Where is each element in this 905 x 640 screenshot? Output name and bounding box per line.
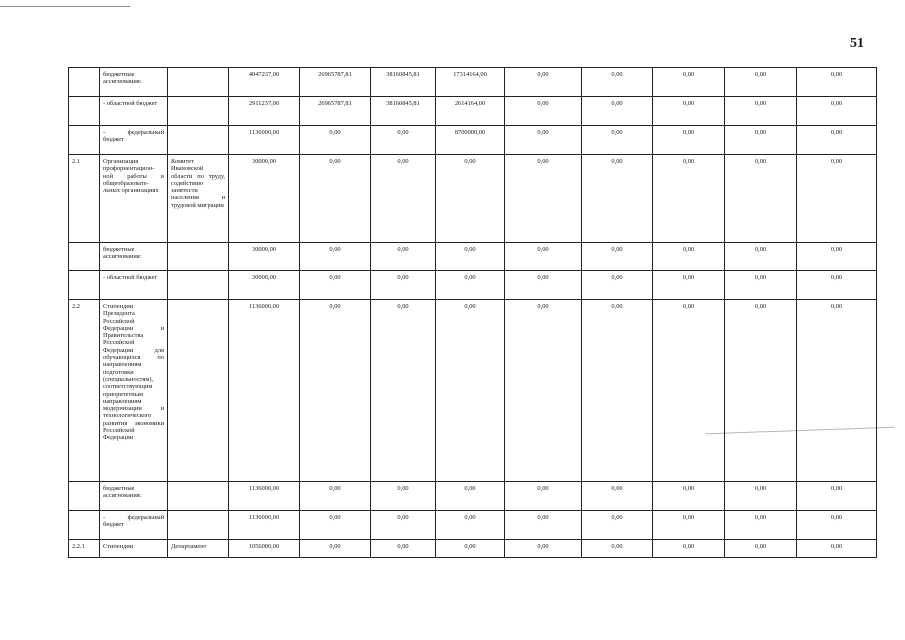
row-value-cell: 0,00 — [797, 511, 877, 540]
row-executor-cell — [168, 68, 229, 97]
row-value-cell: 0,00 — [300, 300, 371, 482]
row-value-cell: 0,00 — [797, 482, 877, 511]
row-value-cell: 0,00 — [797, 68, 877, 97]
row-executor-cell — [168, 97, 229, 126]
row-value-cell: 0,00 — [797, 243, 877, 271]
row-value-cell: 0,00 — [797, 540, 877, 558]
row-value-cell: 0,00 — [725, 68, 797, 97]
row-value-cell: 0,00 — [582, 243, 653, 271]
row-value-cell: 0,00 — [653, 482, 725, 511]
row-value-cell: 0,00 — [582, 97, 653, 126]
row-value-cell: 0,00 — [797, 97, 877, 126]
page-number: 51 — [850, 36, 864, 51]
row-value-cell: 1136000,00 — [229, 126, 300, 155]
row-code-cell — [69, 482, 100, 511]
row-value-cell: 0,00 — [582, 155, 653, 243]
row-value-cell: 0,00 — [300, 511, 371, 540]
row-value-cell: 0,00 — [797, 271, 877, 300]
table-row — [69, 271, 877, 300]
row-value-cell: 0,00 — [505, 511, 582, 540]
row-value-cell: 0,00 — [725, 97, 797, 126]
row-value-cell: 0,00 — [725, 540, 797, 558]
row-executor-cell: Департамент — [168, 540, 229, 558]
row-value-cell: 0,00 — [797, 126, 877, 155]
row-value-cell: 0,00 — [436, 271, 505, 300]
row-value-cell: 0,00 — [653, 271, 725, 300]
row-value-cell: 0,00 — [371, 511, 436, 540]
row-value-cell: 0,00 — [653, 511, 725, 540]
row-value-cell: 0,00 — [371, 243, 436, 271]
row-name-cell: - федеральный бюджет — [100, 511, 168, 540]
row-value-cell: 0,00 — [371, 300, 436, 482]
row-value-cell: 0,00 — [371, 540, 436, 558]
row-value-cell: 0,00 — [582, 540, 653, 558]
row-value-cell: 0,00 — [725, 126, 797, 155]
row-value-cell: 0,00 — [300, 540, 371, 558]
row-name-cell: Организация профориентацион-ной работы в общеобразовате-льных организациях — [100, 155, 168, 243]
row-value-cell: 0,00 — [725, 300, 797, 482]
row-value-cell: 38160845,81 — [371, 97, 436, 126]
row-value-cell: 0,00 — [436, 482, 505, 511]
row-value-cell: 0,00 — [300, 243, 371, 271]
row-value-cell: 0,00 — [725, 155, 797, 243]
table-row — [69, 68, 877, 97]
row-executor-cell — [168, 511, 229, 540]
row-value-cell: 2911237,00 — [229, 97, 300, 126]
row-value-cell: 0,00 — [436, 300, 505, 482]
table-row — [69, 155, 877, 243]
row-value-cell: 0,00 — [505, 243, 582, 271]
table-row — [69, 97, 877, 126]
row-value-cell: 0,00 — [582, 482, 653, 511]
row-value-cell: 0,00 — [653, 155, 725, 243]
row-value-cell: 17314164,00 — [436, 68, 505, 97]
row-value-cell: 0,00 — [505, 97, 582, 126]
row-value-cell: 0,00 — [300, 482, 371, 511]
row-value-cell: 0,00 — [371, 271, 436, 300]
row-code-cell: 2.2.1 — [69, 540, 100, 558]
row-value-cell: 0,00 — [436, 511, 505, 540]
table-row — [69, 511, 877, 540]
row-name-cell: бюджетные ассигнования: — [100, 482, 168, 511]
row-executor-cell: Комитет Ивановской области по труду, содействию занятости населения и трудовой миграции — [168, 155, 229, 243]
row-value-cell: 0,00 — [653, 126, 725, 155]
table-row — [69, 482, 877, 511]
row-value-cell: 30000,00 — [229, 243, 300, 271]
table-row — [69, 126, 877, 155]
table-row — [69, 540, 877, 558]
row-code-cell — [69, 126, 100, 155]
row-value-cell: 0,00 — [797, 300, 877, 482]
row-value-cell: 0,00 — [505, 155, 582, 243]
row-value-cell: 1136000,00 — [229, 300, 300, 482]
row-value-cell: 0,00 — [505, 68, 582, 97]
row-value-cell: 30000,00 — [229, 271, 300, 300]
row-value-cell: 0,00 — [653, 243, 725, 271]
row-value-cell: 30000,00 — [229, 155, 300, 243]
row-value-cell: 0,00 — [725, 271, 797, 300]
row-value-cell: 0,00 — [582, 271, 653, 300]
row-executor-cell — [168, 482, 229, 511]
row-value-cell: 26965787,81 — [300, 68, 371, 97]
row-name-cell: - областной бюджет — [100, 271, 168, 300]
row-value-cell: 1136000,00 — [229, 511, 300, 540]
row-name-cell: Стипендии Президента Российской Федерации и Правительства Российской Федерации для обучающихся по направлениям подготовки (специальностям), соответствующим приоритетным направлениям модернизации и технологического развития экономики Российской Федерации — [100, 300, 168, 482]
row-name-cell: - областной бюджет — [100, 97, 168, 126]
row-value-cell: 0,00 — [797, 155, 877, 243]
row-value-cell: 0,00 — [725, 482, 797, 511]
row-value-cell: 0,00 — [371, 155, 436, 243]
row-value-cell: 0,00 — [436, 243, 505, 271]
scan-artifact-line — [0, 6, 130, 7]
row-value-cell: 8700000,00 — [436, 126, 505, 155]
row-value-cell: 26965787,81 — [300, 97, 371, 126]
row-value-cell: 38160845,81 — [371, 68, 436, 97]
row-value-cell: 0,00 — [371, 482, 436, 511]
row-value-cell: 1056000,00 — [229, 540, 300, 558]
row-code-cell — [69, 271, 100, 300]
row-value-cell: 0,00 — [653, 300, 725, 482]
row-value-cell: 0,00 — [505, 482, 582, 511]
row-value-cell: 1136000,00 — [229, 482, 300, 511]
row-value-cell: 0,00 — [653, 97, 725, 126]
row-code-cell: 2.1 — [69, 155, 100, 243]
row-name-cell: бюджетные ассигнования: — [100, 68, 168, 97]
row-value-cell: 0,00 — [653, 540, 725, 558]
row-value-cell: 0,00 — [436, 540, 505, 558]
row-code-cell — [69, 511, 100, 540]
table-row — [69, 300, 877, 482]
row-name-cell: бюджетные ассигнования: — [100, 243, 168, 271]
row-value-cell: 0,00 — [725, 511, 797, 540]
row-name-cell: Стипендии — [100, 540, 168, 558]
row-value-cell: 0,00 — [505, 300, 582, 482]
row-code-cell — [69, 68, 100, 97]
row-name-cell: - федеральный бюджет — [100, 126, 168, 155]
row-value-cell: 0,00 — [300, 271, 371, 300]
row-executor-cell — [168, 243, 229, 271]
row-value-cell: 0,00 — [505, 540, 582, 558]
row-value-cell: 0,00 — [653, 68, 725, 97]
row-code-cell — [69, 97, 100, 126]
row-value-cell: 0,00 — [505, 126, 582, 155]
row-code-cell — [69, 243, 100, 271]
row-value-cell: 0,00 — [582, 68, 653, 97]
table-row — [69, 243, 877, 271]
row-value-cell: 0,00 — [300, 126, 371, 155]
row-executor-cell — [168, 300, 229, 482]
row-value-cell: 4047237,00 — [229, 68, 300, 97]
row-code-cell: 2.2 — [69, 300, 100, 482]
row-executor-cell — [168, 271, 229, 300]
row-value-cell: 0,00 — [725, 243, 797, 271]
row-value-cell: 0,00 — [436, 155, 505, 243]
row-executor-cell — [168, 126, 229, 155]
row-value-cell: 2614164,00 — [436, 97, 505, 126]
row-value-cell: 0,00 — [300, 155, 371, 243]
budget-table — [68, 67, 877, 558]
row-value-cell: 0,00 — [371, 126, 436, 155]
row-value-cell: 0,00 — [582, 126, 653, 155]
row-value-cell: 0,00 — [582, 511, 653, 540]
row-value-cell: 0,00 — [582, 300, 653, 482]
row-value-cell: 0,00 — [505, 271, 582, 300]
